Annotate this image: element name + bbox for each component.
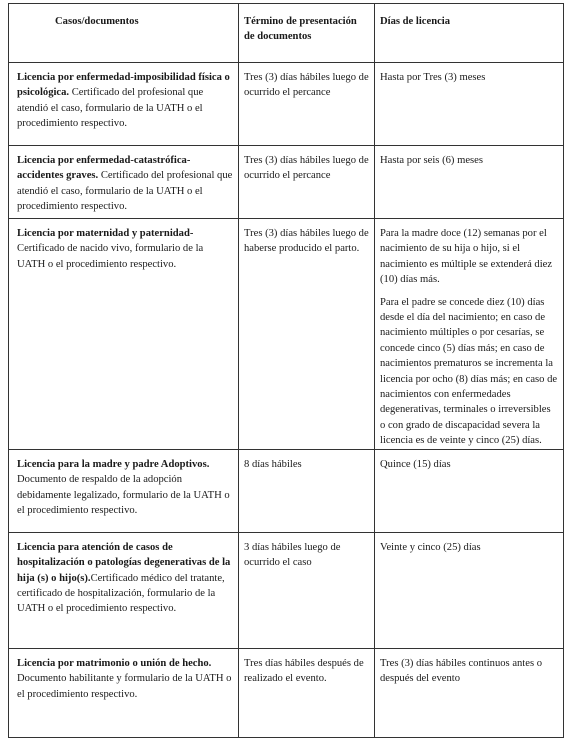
caso-title: Licencia por matrimonio o unión de hecho. xyxy=(17,657,212,669)
table-row xyxy=(9,532,564,648)
termino-cell: 8 días hábiles xyxy=(239,449,375,532)
dias-cell: Hasta por Tres (3) meses xyxy=(375,63,564,146)
caso-title: Licencia por enfermedad-imposibilidad física o psicológica. xyxy=(17,72,230,99)
dias-cell: Hasta por seis (6) meses xyxy=(375,146,564,219)
termino-cell: 3 días hábiles luego de ocurrido el caso xyxy=(239,532,375,648)
caso-cell xyxy=(9,63,239,146)
table-row xyxy=(9,63,564,146)
caso-text: Certificado del profesional que atendió el caso, formulario de la UATH o el procedimiento respectivo. xyxy=(17,170,233,213)
dias-cell: Tres (3) días hábiles continuos antes o después del evento xyxy=(375,648,564,737)
dias-cell: Quince (15) días xyxy=(375,449,564,532)
caso-text: Certificado médico del tratante, certificado de hospitalización, formulario de la UATH o el procedimiento respectivo. xyxy=(17,572,225,615)
caso-text: Certificado del profesional que atendió el caso, formulario de la UATH o el procedimiento respectivo. xyxy=(17,87,204,130)
dias-cell xyxy=(375,219,564,450)
table-row xyxy=(9,146,564,219)
caso-text: Documento de respaldo de la adopción debidamente legalizado, formulario de la UATH o el procedimiento respectivo. xyxy=(17,474,230,516)
table-row xyxy=(9,219,564,450)
termino-cell: Tres días hábiles después de realizado el evento. xyxy=(239,648,375,737)
caso-title: Licencia por enfermedad-catastrófica-accidentes graves. xyxy=(17,155,191,182)
caso-title: Licencia por maternidad y paternidad- xyxy=(17,228,194,239)
header-casos: Casos/documentos xyxy=(9,4,239,63)
dias-cell: Veinte y cinco (25) días xyxy=(375,532,564,648)
termino-cell: Tres (3) días hábiles luego de haberse producido el parto. xyxy=(239,219,375,450)
dias-padre: Para el padre se concede diez (10) días desde el día del nacimiento; en caso de nacimiento múltiples o por cesarías, se concede cinco (5) días más; en caso de nacimientos prematuros se incrementa la licencia por ocho (8) días más; en caso de nacimientos con enfermedades degenerativas, terminales o irreversibles o con grado de discapacidad severa la licencia es de veinte y cinco (25) días. xyxy=(380,296,558,447)
caso-text: Documento habilitante y formulario de la UATH o el procedimiento respectivo. xyxy=(17,673,232,700)
termino-cell: Tres (3) días hábiles luego de ocurrido el percance xyxy=(239,146,375,219)
header-row xyxy=(9,4,564,63)
header-dias: Días de licencia xyxy=(375,4,564,63)
licencias-table xyxy=(8,3,564,738)
caso-cell xyxy=(9,532,239,648)
termino-cell: Tres (3) días hábiles luego de ocurrido el percance xyxy=(239,63,375,146)
caso-text: Certificado de nacido vivo, formulario de la UATH o el procedimiento respectivo. xyxy=(17,243,204,270)
caso-title: Licencia para atención de casos de hospitalización o patologías degenerativas de la hija (s) o hijo(s). xyxy=(17,541,231,584)
table-row xyxy=(9,449,564,532)
caso-title: Licencia para la madre y padre Adoptivos. xyxy=(17,458,210,470)
caso-cell xyxy=(9,146,239,219)
caso-cell xyxy=(9,219,239,450)
table-row xyxy=(9,648,564,737)
caso-cell xyxy=(9,648,239,737)
header-termino: Término de presentación de documentos xyxy=(239,4,375,63)
caso-cell xyxy=(9,449,239,532)
dias-madre: Para la madre doce (12) semanas por el nacimiento de su hija o hijo, si el nacimiento es múltiple se extenderá diez (10) días más. xyxy=(380,228,553,286)
